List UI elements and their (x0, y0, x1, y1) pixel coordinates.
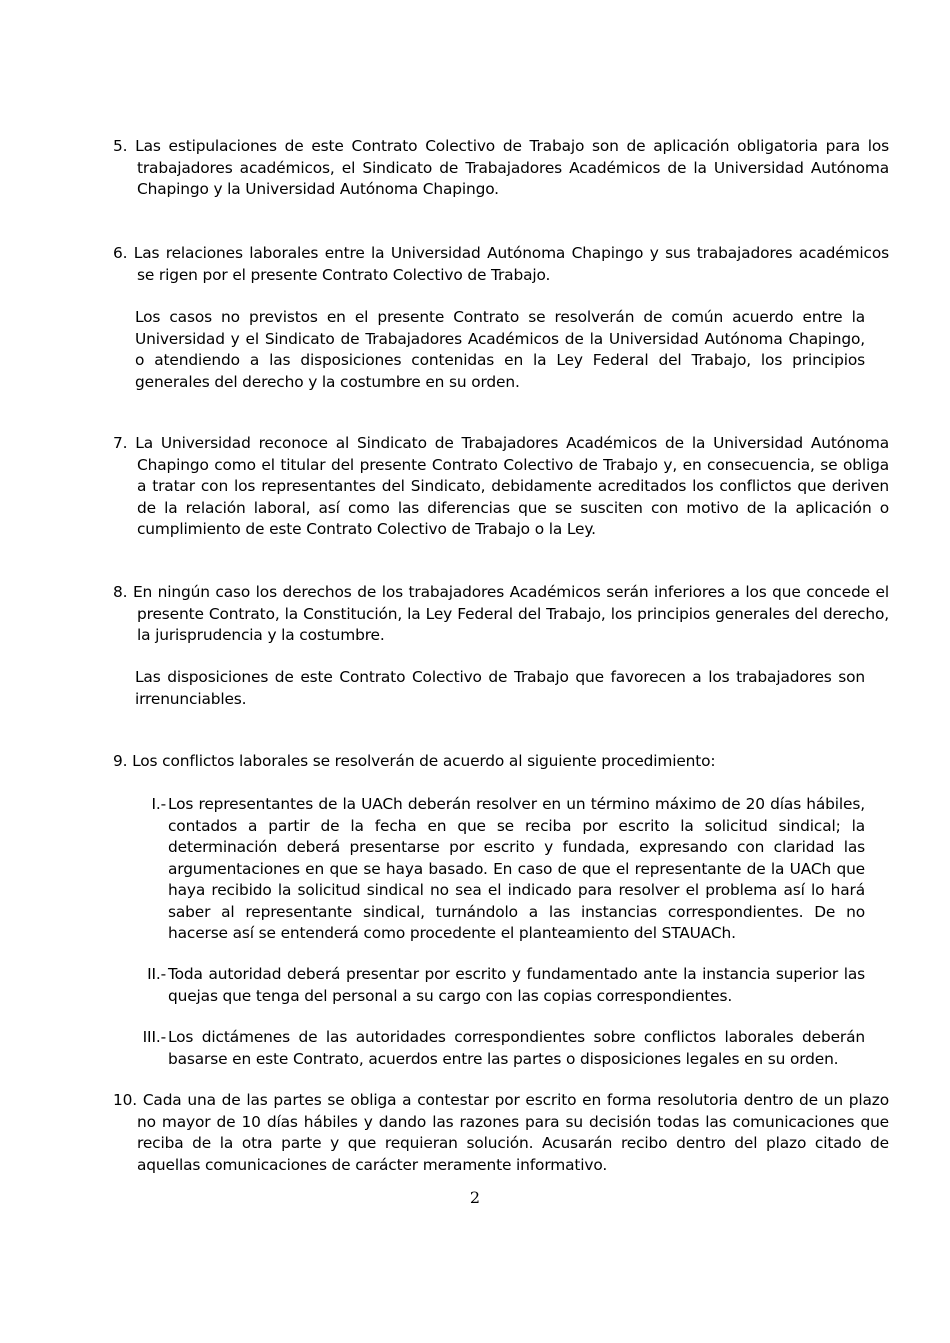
clause-10 (113, 1090, 889, 1176)
clause-6-text: Las relaciones laborales entre la Universidad Autónoma Chapingo y sus trabajadores académicos se rigen por el presente Contrato Colectivo de Trabajo. (133, 244, 889, 284)
subitem-i-text: Los representantes de la UACh deberán resolver en un término máximo de 20 días hábiles, contados a partir de la fecha en que se reciba por escrito la solicitud sindical; la determinación deberá presentarse por escrito y fundada, expresando con claridad las argumentaciones en que se haya basado. En caso de que el representante de la UACh que haya recibido la solicitud sindical no sea el indicado para resolver el problema así lo hará saber al representante sindical, turnándolo a las instancias correspondientes. De no hacerse así se entenderá como procedente el planteamiento del STAUACh. (168, 795, 865, 942)
subitem-iii-number: III.- (142, 1028, 166, 1046)
clause-9 (113, 751, 889, 773)
clause-9-text: Los conflictos laborales se resolverán de acuerdo al siguiente procedimiento: (132, 752, 716, 770)
clause-7-text: La Universidad reconoce al Sindicato de Trabajadores Académicos de la Universidad Autónoma Chapingo como el titular del presente Contrato Colectivo de Trabajo y, en consecuencia, se obliga a tratar con los representantes del Sindicato, debidamente acreditados los conflictos que deriven de la relación laboral, así como las diferencias que se susciten con motivo de la aplicación o cumplimiento de este Contrato Colectivo de Trabajo o la Ley. (135, 434, 889, 538)
clause-9-number: 9. (113, 752, 128, 770)
clause-10-number: 10. (113, 1091, 138, 1109)
subitem-i-number: I.- (151, 795, 166, 813)
page-number: 2 (469, 1188, 481, 1207)
clause-8-paragraph: Las disposiciones de este Contrato Colectivo de Trabajo que favorecen a los trabajadores son irrenunciables. (135, 668, 865, 708)
clause-10-text: Cada una de las partes se obliga a contestar por escrito en forma resolutoria dentro de un plazo no mayor de 10 días hábiles y dando las razones para su decisión todas las comunicaciones que reciba de la otra parte y que requieran solución. Acusarán recibo dentro del plazo citado de aquellas comunicaciones de carácter meramente informativo. (137, 1091, 889, 1174)
clause-7-number: 7. (113, 434, 128, 452)
clause-6-paragraph: Los casos no previstos en el presente Contrato se resolverán de común acuerdo entre la Universidad y el Sindicato de Trabajadores Académicos de la Universidad Autónoma Chapingo, o atendiendo a las disposiciones contenidas en la Ley Federal del Trabajo, los principios generales del derecho y la costumbre en su orden. (135, 308, 865, 391)
clause-5-number: 5. (113, 137, 128, 155)
subitem-ii-number: II.- (147, 965, 166, 983)
clause-9-subitem-iii (142, 1027, 865, 1070)
clause-9-subitem-i (151, 794, 865, 945)
clause-7 (113, 433, 889, 541)
clause-6-number: 6. (113, 244, 128, 262)
clause-5 (113, 136, 889, 201)
clause-9-subitem-ii (147, 964, 865, 1007)
clause-8 (113, 582, 889, 647)
subitem-iii-text: Los dictámenes de las autoridades correspondientes sobre conflictos laborales deberán basarse en este Contrato, acuerdos entre las partes o disposiciones legales en su orden. (168, 1028, 865, 1068)
subitem-ii-text: Toda autoridad deberá presentar por escrito y fundamentado ante la instancia superior las quejas que tenga del personal a su cargo con las copias correspondientes. (168, 965, 865, 1005)
clause-5-text: Las estipulaciones de este Contrato Colectivo de Trabajo son de aplicación obligatoria para los trabajadores académicos, el Sindicato de Trabajadores Académicos de la Universidad Autónoma Chapingo y la Universidad Autónoma Chapingo. (135, 137, 890, 198)
clause-6 (113, 243, 889, 286)
clause-8-text: En ningún caso los derechos de los trabajadores Académicos serán inferiores a los que concede el presente Contrato, la Constitución, la Ley Federal del Trabajo, los principios generales del derecho, la jurisprudencia y la costumbre. (132, 583, 889, 644)
clause-8-number: 8. (113, 583, 128, 601)
